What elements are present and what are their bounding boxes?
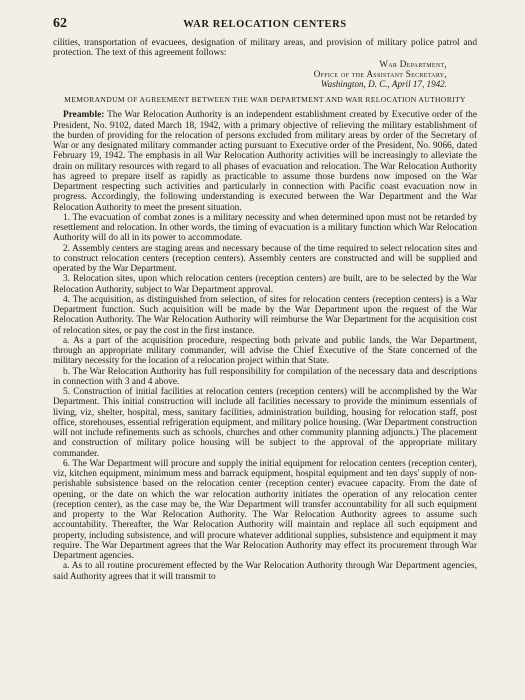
paragraph-label: Preamble: <box>63 110 105 121</box>
agreement-paragraph <box>53 244 477 275</box>
running-head: WAR RELOCATION CENTERS <box>183 19 347 30</box>
paragraph-text: a. As a part of the acquisition procedure, respecting both private and public lands, the War Department, through an appropriate military commander, will advise the Chief Executive of the State concerned of the military necessity for the location of a relocation project within that State. <box>53 335 477 367</box>
paragraph-text: The War Relocation Authority is an independent establishment created by Executive order of the President, No. 9102, dated March 18, 1942, with a primary objective of relieving the military establishment of the burden of providing for the relocation of persons excluded from military areas by order of the Secretary of War or any designated military commander acting pursuant to Executive order of the President, No. 9066, dated February 19, 1942. The emphasis in all War Relocation Authority activities will be increasingly to alleviate the drain on military resources with regard to all phases of evacuation and relocation. The War Relocation Authority has agreed to prepare itself as rapidly as practicable to assume those burdens now imposed on the War Department respecting such activities and particularly in connection with Pacific coast evacuation now in progress. Accordingly, the following understanding is executed between the War Department and the War Relocation Authority to meet the present situation. <box>53 110 477 213</box>
agreement-paragraph <box>53 561 477 582</box>
memorandum-title: MEMORANDUM OF AGREEMENT BETWEEN THE WAR DEPARTMENT AND WAR RELOCATION AUTHORITY <box>64 95 466 105</box>
paragraph-text: 2. Assembly centers are staging areas and necessary because of the time required to select relocation sites and to construct relocation centers (reception centers). Assembly centers are constructed and will be supplied and operated by the War Department. <box>53 243 477 274</box>
paragraph-text: 5. Construction of initial facilities at relocation centers (reception centers) will be accomplished by the War Department. This initial construction will include all facilities necessary to provide the minimum essentials of living, viz, shelter, hospital, mess, sanitary facilities, administration building, housing for relocation staff, post office, storehouses, essential refrigeration equipment, and military police housing. (War Department construction will not include refinements such as schools, churches and other community planning adjuncts.) The placement and construction of military police housing will be subject to the approval of the appropriate military commander. <box>53 387 477 459</box>
agreement-paragraph <box>53 213 477 244</box>
agreement-body <box>53 110 477 582</box>
paragraph-text: b. The War Relocation Authority has full responsibility for compilation of the necessary data and descriptions in connection with 3 and 4 above. <box>53 366 477 387</box>
agreement-paragraph <box>53 367 477 388</box>
page-number: 62 <box>53 16 67 31</box>
agreement-paragraph <box>53 110 477 213</box>
agreement-paragraph <box>53 387 477 459</box>
agreement-paragraph <box>53 274 477 295</box>
signature-office: Office of the Assistant Secretary, <box>313 68 447 79</box>
paragraph-text: 6. The War Department will procure and supply the initial equipment for relocation centers (reception center), viz, kitchen equipment, minimum mess and barrack equipment, hospital equipment and ten days' supply of non-perishable subsistence based on the relocation center (reception center) evacuee capacity. From the date of opening, or the date on which the war relocation authority initiates the operation of any relocation center (reception center), as the case may be, the War Department will transfer accountability for all such equipment and property to the War Relocation Authority. The War Relocation Authority agrees to assume such accountability. Thereafter, the War Relocation Authority will maintain and replace all such equipment and property, including subsistence, and will procure whatever additional supplies, subsistence and equipment it may require. The War Department agrees that the War Relocation Authority may effect its procurement through War Department agencies. <box>53 458 477 561</box>
page-header <box>53 16 477 38</box>
paragraph-text: 1. The evacuation of combat zones is a military necessity and when determined upon must not be retarded by resettlement and relocation. In other words, the timing of evacuation is a military function which War Relocation Authority will do all in its power to accommodate. <box>53 212 477 244</box>
lead-paragraph: cilities, transportation of evacuees, designation of military areas, and provision of military police patrol and protection. The text of this agreement follows: <box>53 38 477 59</box>
signature-place-date: Washington, D. C., April 17, 1942. <box>320 79 447 89</box>
paragraph-text: 3. Relocation sites, upon which relocation centers (reception centers) are built, are to be selected by the War Relocation Authority, subject to War Department approval. <box>53 274 477 295</box>
agreement-paragraph <box>53 459 477 562</box>
agreement-paragraph <box>53 295 477 336</box>
paragraph-text: a. As to all routine procurement effected by the War Relocation Authority through War Department agencies, said Authority agrees that it will transmit to <box>53 561 477 582</box>
agreement-paragraph <box>53 336 477 367</box>
paragraph-text: 4. The acquisition, as distinguished from selection, of sites for relocation centers (reception centers) is a War Department function. Such acquisition will be made by the War Department upon the request of the War Relocation Authority. The War Relocation Authority will reimburse the War Department for the acquisition cost of relocation sites, or pay the cost in the first instance. <box>53 294 477 336</box>
signature-department: War Department, <box>379 58 447 69</box>
signature-block <box>53 59 477 90</box>
